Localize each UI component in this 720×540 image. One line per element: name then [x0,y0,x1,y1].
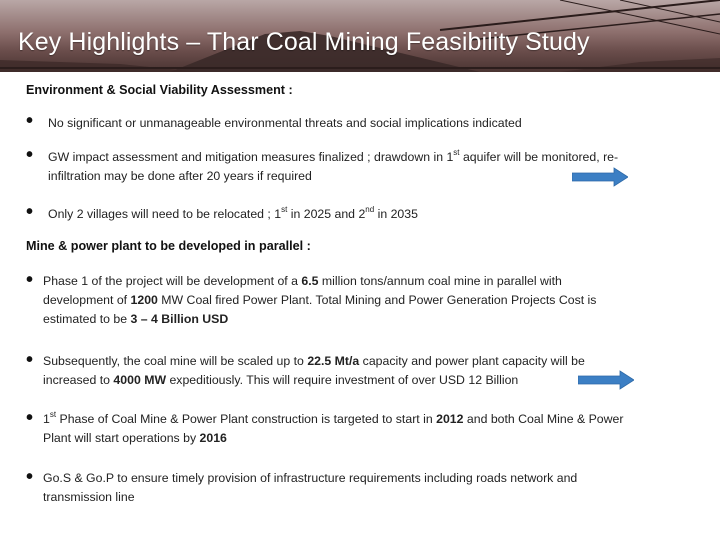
item-text: in 2035 [374,207,418,221]
bullet-icon: • [26,407,34,429]
item-text: GW impact assessment and mitigation measures finalized ; drawdown in 1 [48,150,454,164]
item-highlight: 2016 [199,431,227,445]
item-text: MW Coal fired Power Plant. Total Mining and Power Generation Projects Cost is [157,293,597,307]
item-text: transmission line [43,490,135,504]
bullet-icon: • [26,201,34,223]
ordinal-suffix: st [281,204,288,214]
item-text: development of [43,293,131,307]
item-text: Phase 1 of the project will be development of a [43,274,302,288]
item-text: million tons/annum coal mine in parallel with [318,274,562,288]
item-text: Plant will start operations by [43,431,200,445]
item-text: capacity and power plant capacity will be [359,354,585,368]
item-text: in 2025 and 2 [287,207,366,221]
item-text: Go.S & Go.P to ensure timely provision of infrastructure requirements including roads network and [43,471,578,485]
right-arrow-icon [572,167,628,187]
bullet-icon: • [26,349,34,371]
item-text: Phase of Coal Mine & Power Plant construction is targeted to start in [56,412,437,426]
item-text: increased to [43,373,114,387]
item-text: infiltration may be done after 20 years if required [48,169,312,183]
bullet-icon: • [26,144,34,166]
right-arrow-icon [578,370,634,390]
bullet-icon: • [26,110,34,132]
item-text: expeditiously. This will require investment of over USD 12 Billion [166,373,519,387]
item-highlight: 4000 MW [113,373,167,387]
item-highlight: 3 – 4 Billion USD [130,312,229,326]
section-heading-environment: Environment & Social Viability Assessment : [26,83,293,97]
item-highlight: 2012 [436,412,464,426]
item-text: aquifer will be monitored, re- [459,150,619,164]
banner-divider [0,67,720,69]
section-heading-mine-power: Mine & power plant to be developed in parallel : [26,239,311,253]
bullet-icon: • [26,269,34,291]
item-text: No significant or unmanageable environmental threats and social implications indicated [48,116,522,130]
item-text: Subsequently, the coal mine will be scaled up to [43,354,308,368]
page-title: Key Highlights – Thar Coal Mining Feasibility Study [18,28,590,56]
ordinal-suffix: st [49,409,57,419]
item-text: 1 [43,412,50,426]
title-banner [0,0,720,72]
bullet-icon: • [26,466,34,488]
item-text: estimated to be [43,312,131,326]
item-text: Only 2 villages will need to be relocated ; 1 [48,207,282,221]
item-text: and both Coal Mine & Power [463,412,624,426]
ordinal-suffix: nd [365,204,375,214]
ordinal-suffix: st [453,147,460,157]
item-highlight: 1200 [130,293,158,307]
item-highlight: 22.5 Mt/a [307,354,360,368]
item-highlight: 6.5 [301,274,319,288]
